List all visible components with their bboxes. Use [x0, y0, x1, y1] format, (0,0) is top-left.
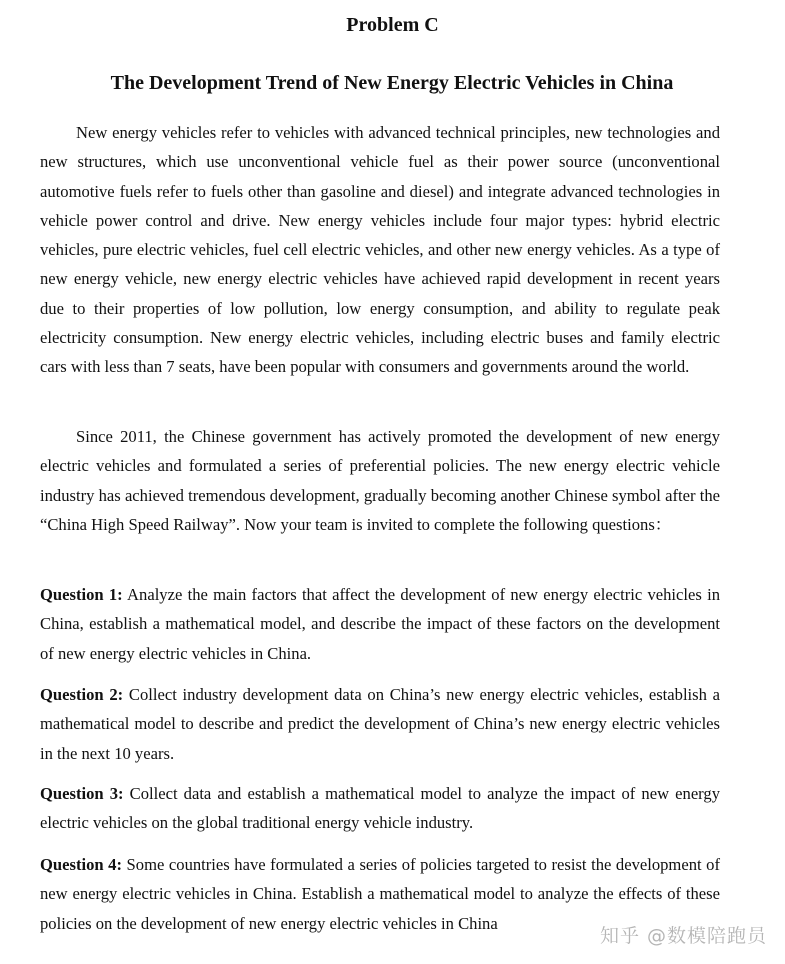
question-2-text: Collect industry development data on China’s new energy electric vehicles, establish a mathematical model to describe and predict the development of China’s new energy electric vehicles in the next 10 years. — [40, 685, 720, 763]
question-3-label: Question 3: — [40, 784, 124, 803]
watermark: 知乎 @数模陪跑员 — [599, 925, 767, 947]
question-1 — [40, 580, 720, 668]
document-title: The Development Trend of New Energy Electric Vehicles in China — [110, 72, 674, 94]
question-1-label: Question 1: — [40, 585, 123, 604]
intro-paragraph: New energy vehicles refer to vehicles with advanced technical principles, new technologies and new structures, which use unconventional vehicle fuel as their power source (unconventional automotive fuels refer to fuels other than gasoline and diesel) and integrate advanced technologies in vehicle power control and drive. New energy vehicles include four major types: hybrid electric vehicles, pure electric vehicles, fuel cell electric vehicles, and other new energy vehicles. As a type of new energy vehicle, new energy electric vehicles have achieved rapid development in recent years due to their properties of low pollution, low energy consumption, and ability to regulate peak electricity consumption. New energy electric vehicles, including electric buses and family electric cars with less than 7 seats, have been popular with consumers and governments around the world. — [40, 123, 720, 377]
question-2 — [40, 680, 720, 768]
question-4-text: Some countries have formulated a series of policies targeted to resist the development of new energy electric vehicles in China. Establish a mathematical model to analyze the effects of these policies on the development of new energy electric vehicles in China — [40, 855, 720, 933]
context-paragraph: Since 2011, the Chinese government has actively promoted the development of new energy electric vehicles and formulated a series of preferential policies. The new energy electric vehicle industry has achieved tremendous development, gradually becoming another Chinese symbol after the “China High Speed Railway”. Now your team is invited to complete the following questions： — [40, 427, 720, 534]
question-3 — [40, 779, 720, 838]
problem-label: Problem C — [346, 14, 439, 36]
question-2-label: Question 2: — [40, 685, 124, 704]
question-1-text: Analyze the main factors that affect the development of new energy electric vehicles in China, establish a mathematical model, and describe the impact of these factors on the development of new energy electric vehicles in China. — [40, 585, 720, 663]
question-4-label: Question 4: — [40, 855, 122, 874]
question-3-text: Collect data and establish a mathematical model to analyze the impact of new energy electric vehicles on the global traditional energy vehicle industry. — [40, 784, 721, 833]
